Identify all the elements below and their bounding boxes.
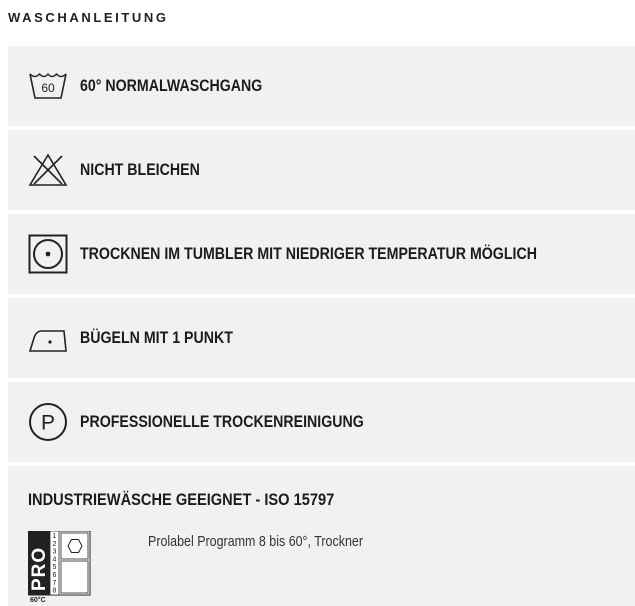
no-bleach-icon xyxy=(28,150,68,190)
section-title: WASCHANLEITUNG xyxy=(8,10,169,25)
prolabel-program-number: 8 xyxy=(52,587,57,595)
care-label-professional-cleaning: PROFESSIONELLE TROCKENREINIGUNG xyxy=(80,412,364,431)
prolabel-program-number: 1 xyxy=(52,533,57,540)
prolabel-logo-letters: PRO xyxy=(29,546,50,591)
prolabel-logo-icon xyxy=(28,531,92,603)
tumble-dry-low-icon xyxy=(28,234,68,274)
care-row-wash xyxy=(8,46,635,126)
prolabel-program-number: 3 xyxy=(52,548,57,556)
iron-1-dot-icon xyxy=(28,318,68,358)
care-row-ironing xyxy=(8,298,635,378)
wash-60-icon xyxy=(28,66,68,106)
care-instructions-list xyxy=(8,46,635,466)
prolabel-program-number: 7 xyxy=(52,579,57,587)
care-row-professional-cleaning xyxy=(8,382,635,462)
industrial-wash-section xyxy=(8,466,635,606)
care-label-bleach: NICHT BLEICHEN xyxy=(80,160,200,179)
care-row-bleach xyxy=(8,130,635,210)
care-label-wash: 60° NORMALWASCHGANG xyxy=(80,76,263,95)
wash-temperature-label: 60 xyxy=(41,81,55,95)
prolabel-program-number: 6 xyxy=(52,572,57,579)
prolabel-program-number: 5 xyxy=(52,564,57,572)
care-row-tumble-dry xyxy=(8,214,635,294)
prolabel-program-number: 2 xyxy=(52,540,57,548)
industrial-wash-title: INDUSTRIEWÄSCHE GEEIGNET - ISO 15797 xyxy=(28,490,335,509)
prolabel-program-number: 4 xyxy=(52,556,57,564)
care-label-tumble-dry: TROCKNEN IM TUMBLER MIT NIEDRIGER TEMPERATUR MÖGLICH xyxy=(80,244,537,263)
prolabel-program-description: Prolabel Programm 8 bis 60°, Trockner xyxy=(148,534,363,550)
care-label-ironing: BÜGELN MIT 1 PUNKT xyxy=(80,328,233,347)
professional-cleaning-letter: P xyxy=(40,411,56,435)
prolabel-logo-temperature: 60°C xyxy=(30,597,46,603)
professional-cleaning-p-icon xyxy=(28,402,68,442)
